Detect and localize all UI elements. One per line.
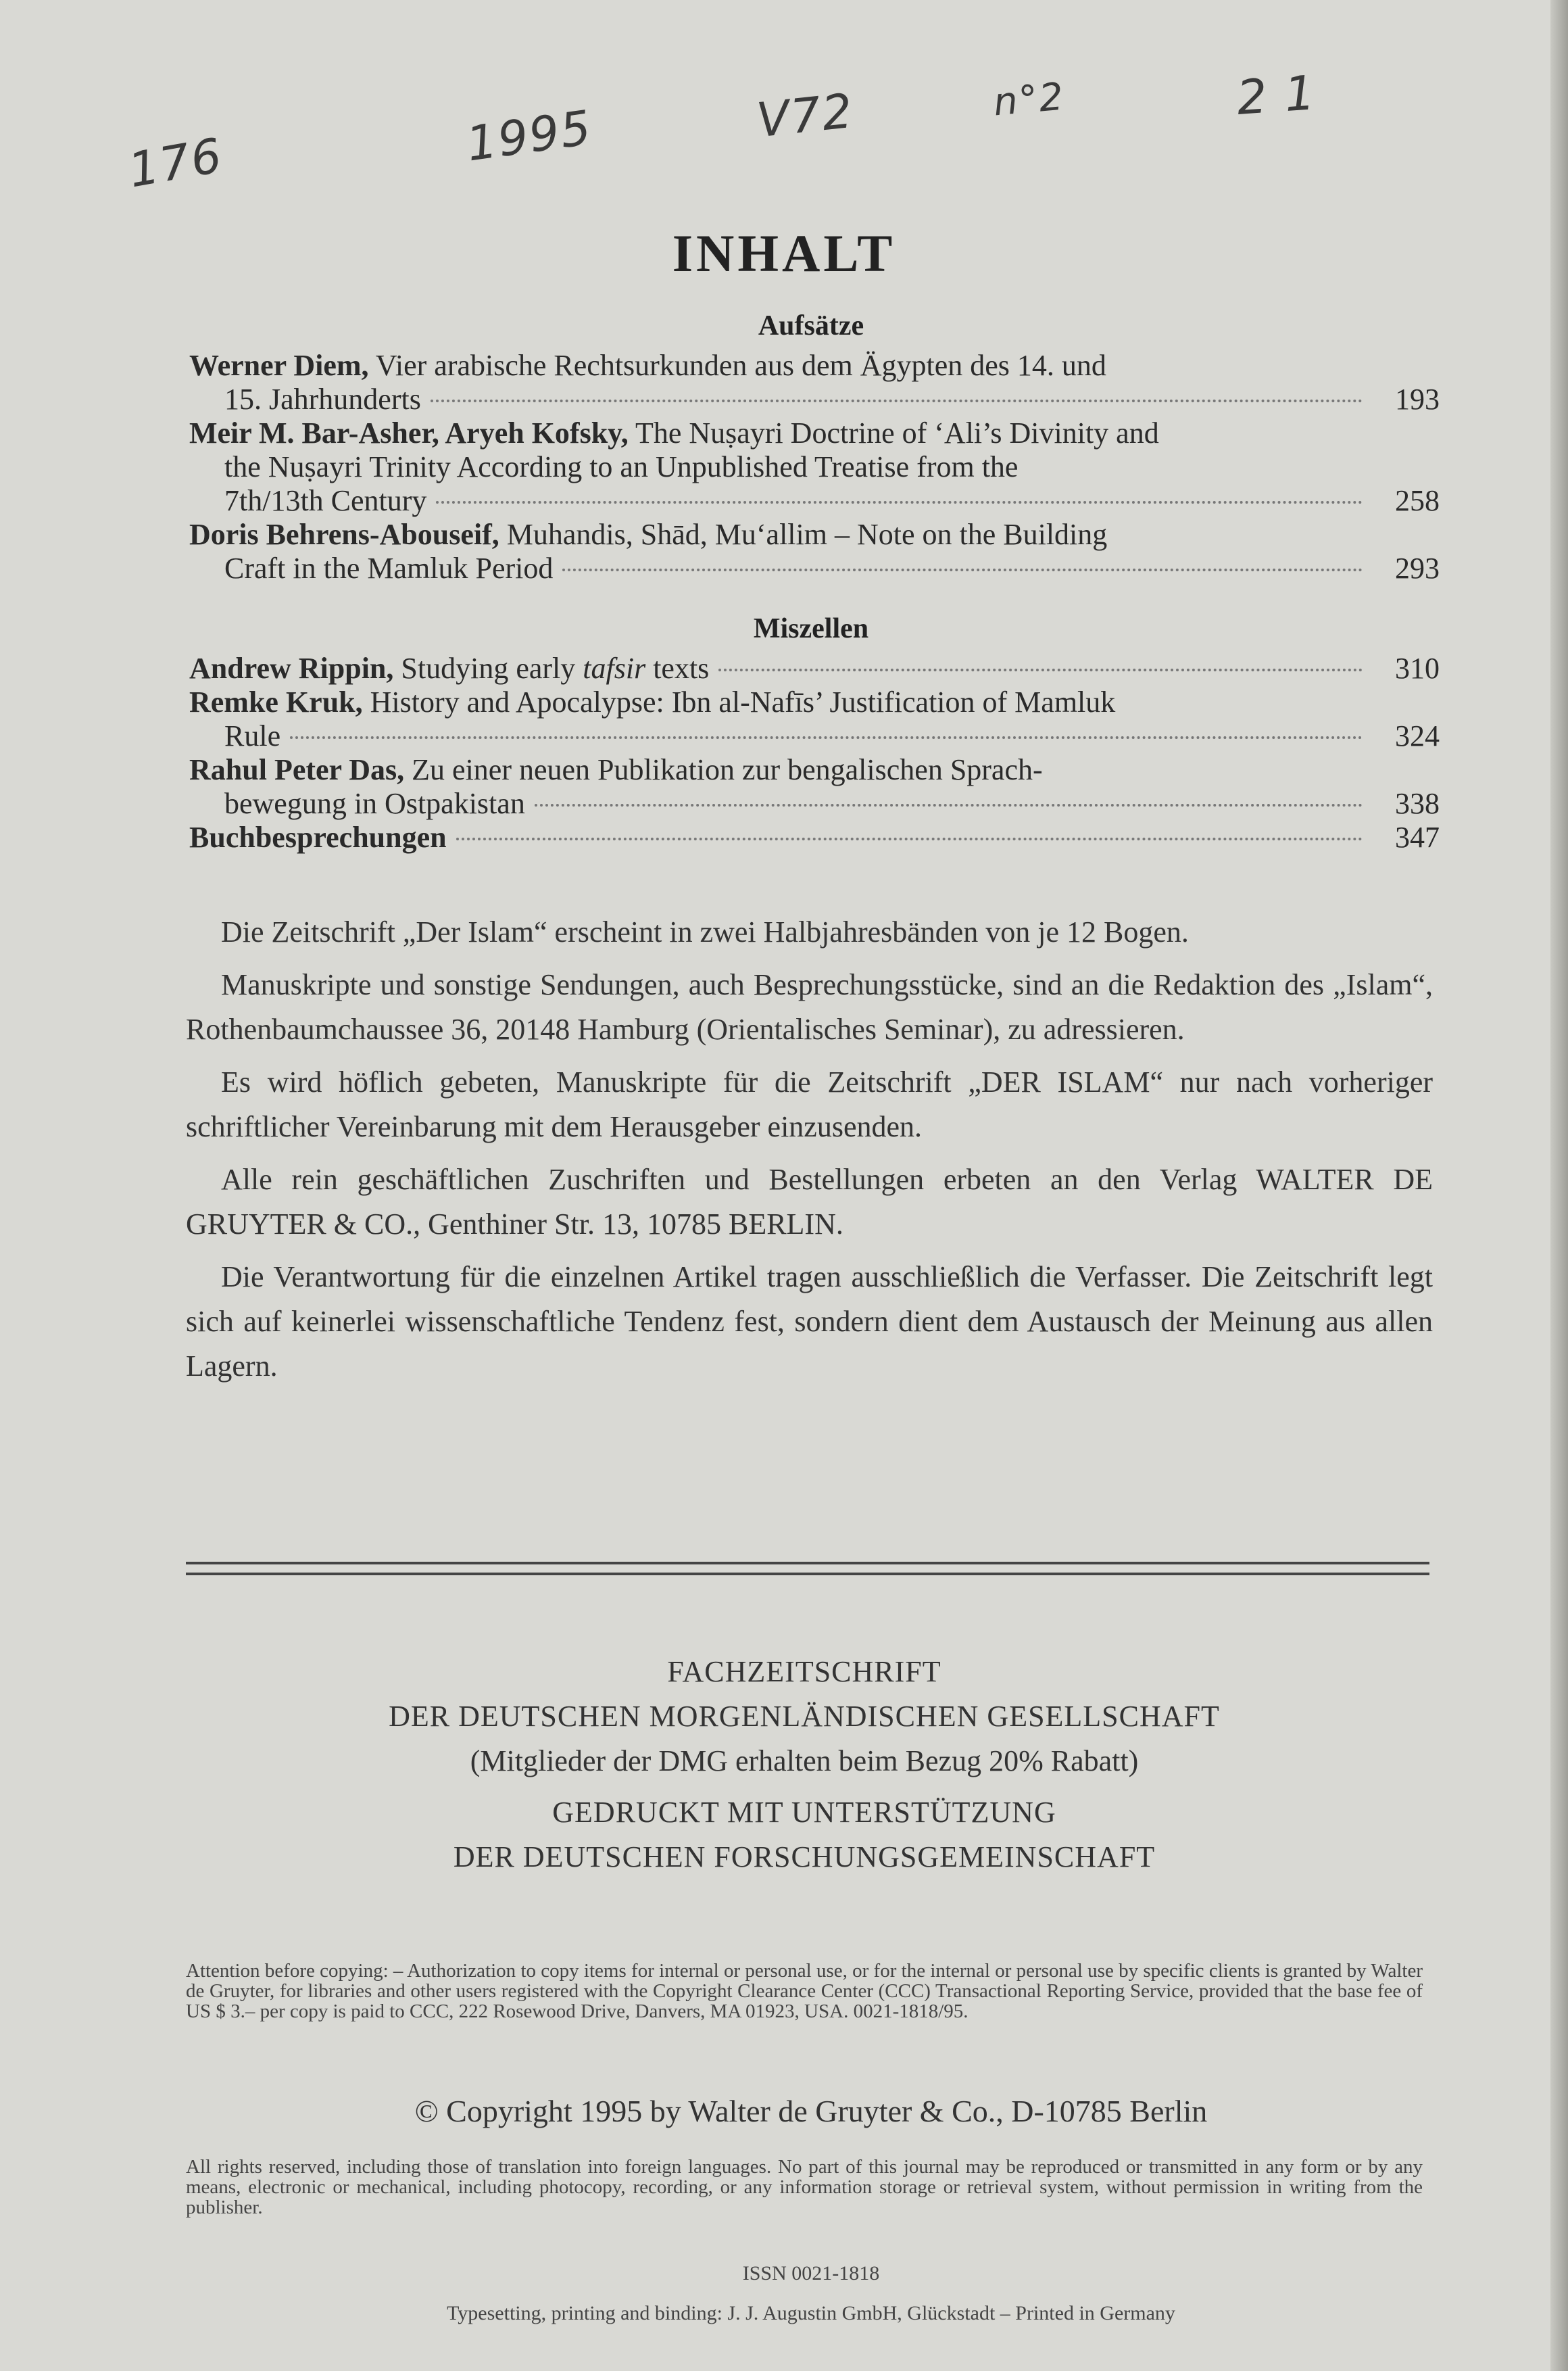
center-line: DER DEUTSCHEN FORSCHUNGSGEMEINSCHAFT (453, 1840, 1156, 1873)
center-line: DER DEUTSCHEN MORGENLÄNDISCHEN GESELLSCHAFT (389, 1700, 1220, 1733)
dot-leader (718, 669, 1363, 671)
center-line: GEDRUCKT MIT UNTERSTÜTZUNG (552, 1796, 1056, 1829)
section-heading-aufsaetze: Aufsätze (758, 310, 864, 341)
toc-title-part: Studying early (393, 652, 583, 685)
info-paragraph: Die Zeitschrift „Der Islam“ erscheint in zwei Halbjahresbänden von je 12 Bogen. (221, 915, 1189, 949)
toc-author: Meir M. Bar-Asher, Aryeh Kofsky, (189, 416, 629, 450)
toc-page-number: 338 (1395, 787, 1440, 820)
toc-entry (189, 416, 1440, 518)
toc-page-number: 193 (1395, 383, 1440, 416)
toc-entry (189, 349, 1440, 416)
info-paragraph: Die Verantwortung für die einzelnen Artikel tragen ausschließlich die Verfasser. Die Zeitschrift legt sich auf keinerlei wissenschaftliche Tendenz fest, sondern dient dem Austausch der Meinung aus allen Lagern. (186, 1260, 1433, 1383)
info-paragraphs (186, 910, 1433, 1397)
double-rule-top (186, 1562, 1429, 1564)
toc-page-number: 347 (1395, 821, 1440, 854)
handwritten-note: n°2 (991, 74, 1067, 125)
handwritten-note: 176 (124, 127, 227, 199)
toc-aufsaetze (189, 349, 1440, 585)
center-line: (Mitglieder der DMG erhalten beim Bezug 20% Rabatt) (470, 1744, 1139, 1777)
dot-leader (535, 804, 1363, 807)
society-block (135, 1650, 1473, 1879)
toc-title-line: Rule (224, 719, 281, 752)
toc-title-line: 15. Jahrhunderts (224, 383, 421, 416)
rights-notice: All rights reserved, including those of translation into foreign languages. No part of this journal may be reproduced or transmitted in any form or by any means, electronic or mechanical, including photocopy, recording, or any information storage or retrieval system, without permission in writing from the publisher. (186, 2156, 1423, 2218)
toc-title-line: Muhandis, Shād, Mu‘allim – Note on the Building (499, 518, 1108, 551)
toc-entry (189, 753, 1440, 821)
toc-title-line: 7th/13th Century (224, 484, 427, 517)
toc-title-line: Zu einer neuen Publikation zur bengalischen Sprach- (404, 753, 1043, 786)
toc-author: Andrew Rippin, (189, 652, 394, 685)
toc-title-line: bewegung in Ostpakistan (224, 787, 525, 820)
toc-entry (189, 652, 1440, 686)
issn: ISSN 0021-1818 (742, 2262, 880, 2284)
info-paragraph: Alle rein geschäftlichen Zuschriften und Bestellungen erbeten an den Verlag WALTER DE GRUYTER & CO., Genthiner Str. 13, 10785 BERLIN. (186, 1163, 1433, 1241)
page-edge (1550, 0, 1568, 2371)
center-line: FACHZEITSCHRIFT (667, 1655, 941, 1688)
typesetting-line: Typesetting, printing and binding: J. J. Augustin GmbH, Glückstadt – Printed in Germany (447, 2302, 1175, 2324)
handwritten-note: 1995 (463, 99, 595, 172)
dot-leader (431, 400, 1363, 402)
toc-page-number: 324 (1395, 719, 1440, 752)
toc-author: Buchbesprechungen (189, 821, 447, 854)
toc-author: Remke Kruk, (189, 686, 363, 719)
toc-entry (189, 686, 1440, 753)
toc-entry (189, 821, 1440, 855)
copyright-line: © Copyright 1995 by Walter de Gruyter & Co., D-10785 Berlin (414, 2094, 1208, 2128)
toc-author: Werner Diem, (189, 349, 369, 382)
info-paragraph: Manuskripte und sonstige Sendungen, auch Besprechungsstücke, sind an die Redaktion des „Islam“, Rothenbaumchaussee 36, 20148 Hamburg (Orientalisches Seminar), zu adressieren. (186, 968, 1433, 1046)
dot-leader (436, 501, 1363, 504)
toc-miszellen (189, 652, 1440, 855)
double-rule-bottom (186, 1573, 1429, 1575)
dot-leader (562, 569, 1363, 571)
toc-author: Doris Behrens-Abouseif, (189, 518, 499, 551)
toc-page-number: 293 (1395, 552, 1440, 585)
section-heading-miszellen: Miszellen (753, 613, 869, 644)
toc-title-line: History and Apocalypse: Ibn al-Nafīs’ Justification of Mamluk (362, 686, 1116, 719)
info-paragraph: Es wird höflich gebeten, Manuskripte für die Zeitschrift „DER ISLAM“ nur nach vorheriger schriftlicher Vereinbarung mit dem Herausgeber einzusenden. (186, 1065, 1433, 1143)
dot-leader (290, 736, 1363, 739)
toc-page-number: 310 (1395, 652, 1440, 685)
toc-title-line: The Nuṣayri Doctrine of ‘Ali’s Divinity and (628, 416, 1159, 450)
dot-leader (456, 838, 1363, 840)
handwritten-note: V72 (754, 82, 856, 149)
toc-page-number: 258 (1395, 484, 1440, 517)
toc-title-line: Craft in the Mamluk Period (224, 552, 554, 585)
handwritten-note: 2 1 (1235, 65, 1319, 126)
attention-notice: Attention before copying: – Authorization to copy items for internal or personal use, or for the internal or personal use by specific clients is granted by Walter de Gruyter, for libraries and other users registered with the Copyright Clearance Center (CCC) Transactional Reporting Service, provided that the base fee of US $ 3.– per copy is paid to CCC, 222 Rosewood Drive, Danvers, MA 01923, USA. 0021-1818/95. (186, 1960, 1423, 2022)
toc-entry (189, 518, 1440, 585)
toc-author: Rahul Peter Das, (189, 753, 405, 786)
toc-title-line: the Nuṣayri Trinity According to an Unpublished Treatise from the (224, 450, 1019, 483)
toc-title-line: Vier arabische Rechtsurkunden aus dem Ägypten des 14. und (368, 349, 1106, 382)
page-title: INHALT (672, 224, 896, 283)
toc-title-italic: tafsir (583, 652, 646, 685)
toc-title-part: texts (645, 652, 710, 685)
